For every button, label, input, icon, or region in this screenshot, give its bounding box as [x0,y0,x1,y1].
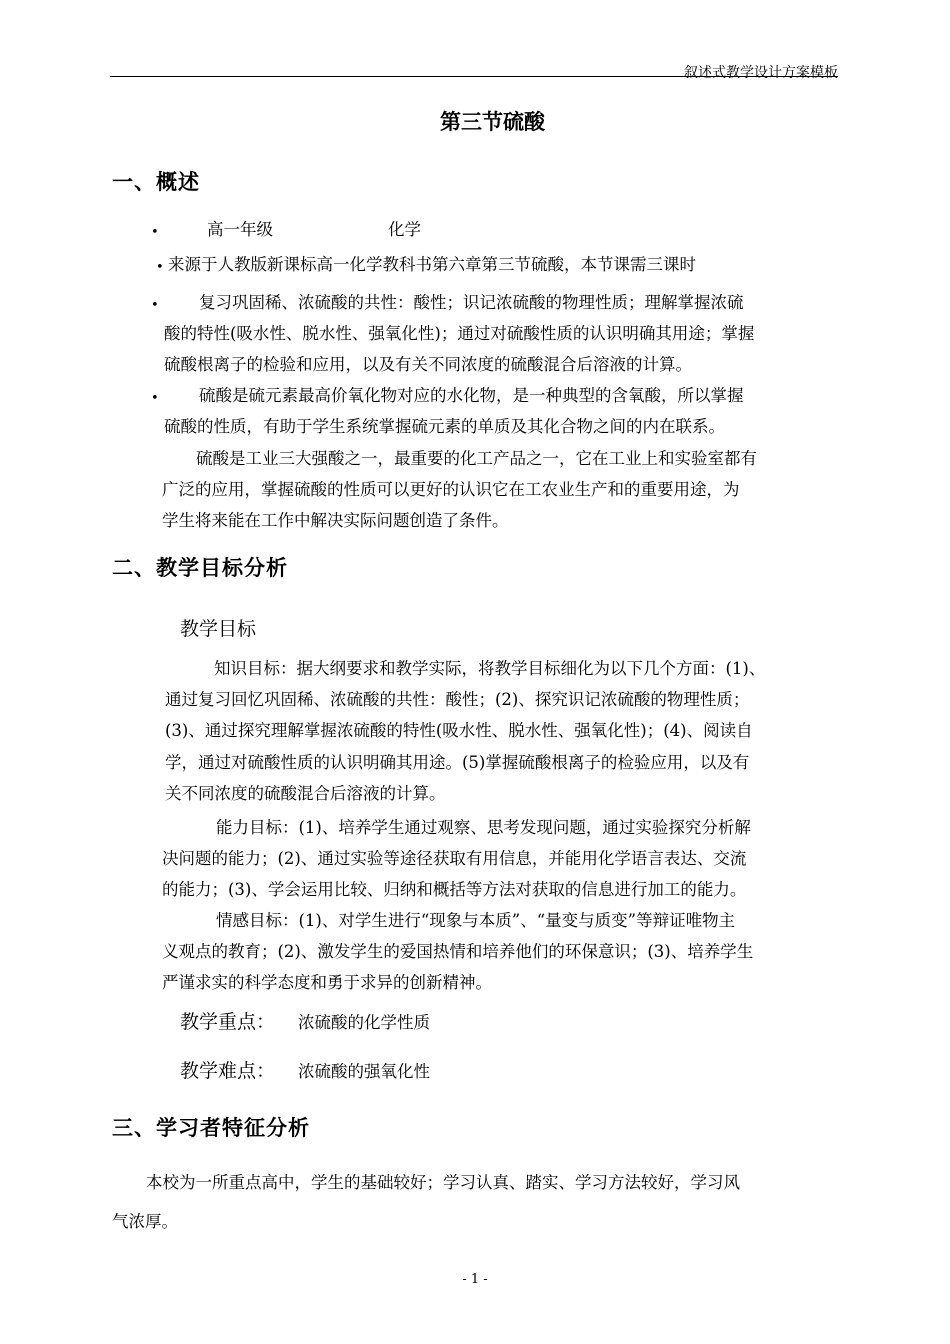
industry-line-1: 硫酸是工业三大强酸之一，最重要的化工产品之一，它在工业上和实验室都有 [196,449,757,468]
knowledge-line-5: 关不同浓度的硫酸混合后溶液的计算。 [165,784,446,803]
importance-line-1: 硫酸是硫元素最高价氧化物对应的水化物，是一种典型的含氧酸，所以掌握 [199,386,744,405]
subject-text: 化学 [388,220,421,239]
key-point-value: 浓硫酸的化学性质 [298,1013,430,1032]
industry-line-3: 学生将来能在工作中解决实际问题创造了条件。 [162,511,509,530]
bullet-marker: • [151,225,159,240]
document-title: 第三节硫酸 [440,110,545,134]
teaching-goals-subheading: 教学目标 [180,618,257,640]
bullet-marker: • [151,391,159,406]
ability-line-3: 的能力；(3)、学会运用比较、归纳和概括等方法对获取的信息进行加工的能力。 [162,880,747,899]
ability-line-2: 决问题的能力；(2)、通过实验等途径获取有用信息，并能用化学语言表达、交流 [162,849,747,868]
ability-line-1: 能力目标：(1)、培养学生通过观察、思考发现问题，通过实验探究分析解 [216,818,751,837]
running-header: 叙述式教学设计方案模板 [684,65,838,81]
knowledge-line-4: 学，通过对硫酸性质的认识明确其用途。(5)掌握硫酸根离子的检验应用，以及有 [165,753,750,772]
content-line-1: 复习巩固稀、浓硫酸的共性：酸性；识记浓硫酸的物理性质；理解掌握浓硫 [199,293,744,312]
section1-heading: 一、概述 [112,170,200,194]
emotion-line-1: 情感目标：(1)、对学生进行“现象与本质”、“量变与质变”等辩证唯物主 [216,911,736,930]
industry-line-2: 广泛的应用，掌握硫酸的性质可以更好的认识它在工农业生产和的重要用途，为 [162,480,740,499]
knowledge-line-3: (3)、通过探究理解掌握浓硫酸的特性(吸水性、脱水性、强氧化性)；(4)、阅读自 [165,721,753,740]
bullet-marker: • [151,298,159,313]
difficulty-value: 浓硫酸的强氧化性 [298,1062,430,1081]
bullet-marker: • [156,260,164,275]
emotion-line-3: 严谨求实的科学态度和勇于求异的创新精神。 [162,973,492,992]
key-point-label: 教学重点： [180,1011,276,1033]
learner-line-1: 本校为一所重点高中，学生的基础较好；学习认真、踏实、学习方法较好，学习风 [146,1173,740,1192]
importance-line-2: 硫酸的性质，有助于学生系统掌握硫元素的单质及其化合物之间的内在联系。 [164,417,725,436]
difficulty-label: 教学难点： [180,1060,276,1082]
knowledge-line-1: 知识目标：据大纲要求和教学实际，将教学目标细化为以下几个方面：(1)、 [214,659,766,678]
source-text: 来源于人教版新课标高一化学教科书第六章第三节硫酸，本节课需三课时 [168,255,696,274]
section3-heading: 三、学习者特征分析 [112,1116,310,1140]
content-line-2: 酸的特性(吸水性、脱水性、强氧化性)；通过对硫酸性质的认识明确其用途；掌握 [164,324,755,343]
learner-line-2: 气浓厚。 [112,1212,178,1231]
knowledge-line-2: 通过复习回忆巩固稀、浓硫酸的共性：酸性；(2)、探究识记浓硫酸的物理性质； [165,690,750,709]
grade-text: 高一年级 [207,220,273,239]
content-line-3: 硫酸根离子的检验和应用，以及有关不同浓度的硫酸混合后溶液的计算。 [164,355,692,374]
emotion-line-2: 义观点的教育；(2)、激发学生的爱国热情和培养他们的环保意识；(3)、培养学生 [162,942,754,961]
page-number: - 1 - [462,1272,488,1287]
header-rule [110,76,838,77]
section2-heading: 二、教学目标分析 [112,556,288,580]
